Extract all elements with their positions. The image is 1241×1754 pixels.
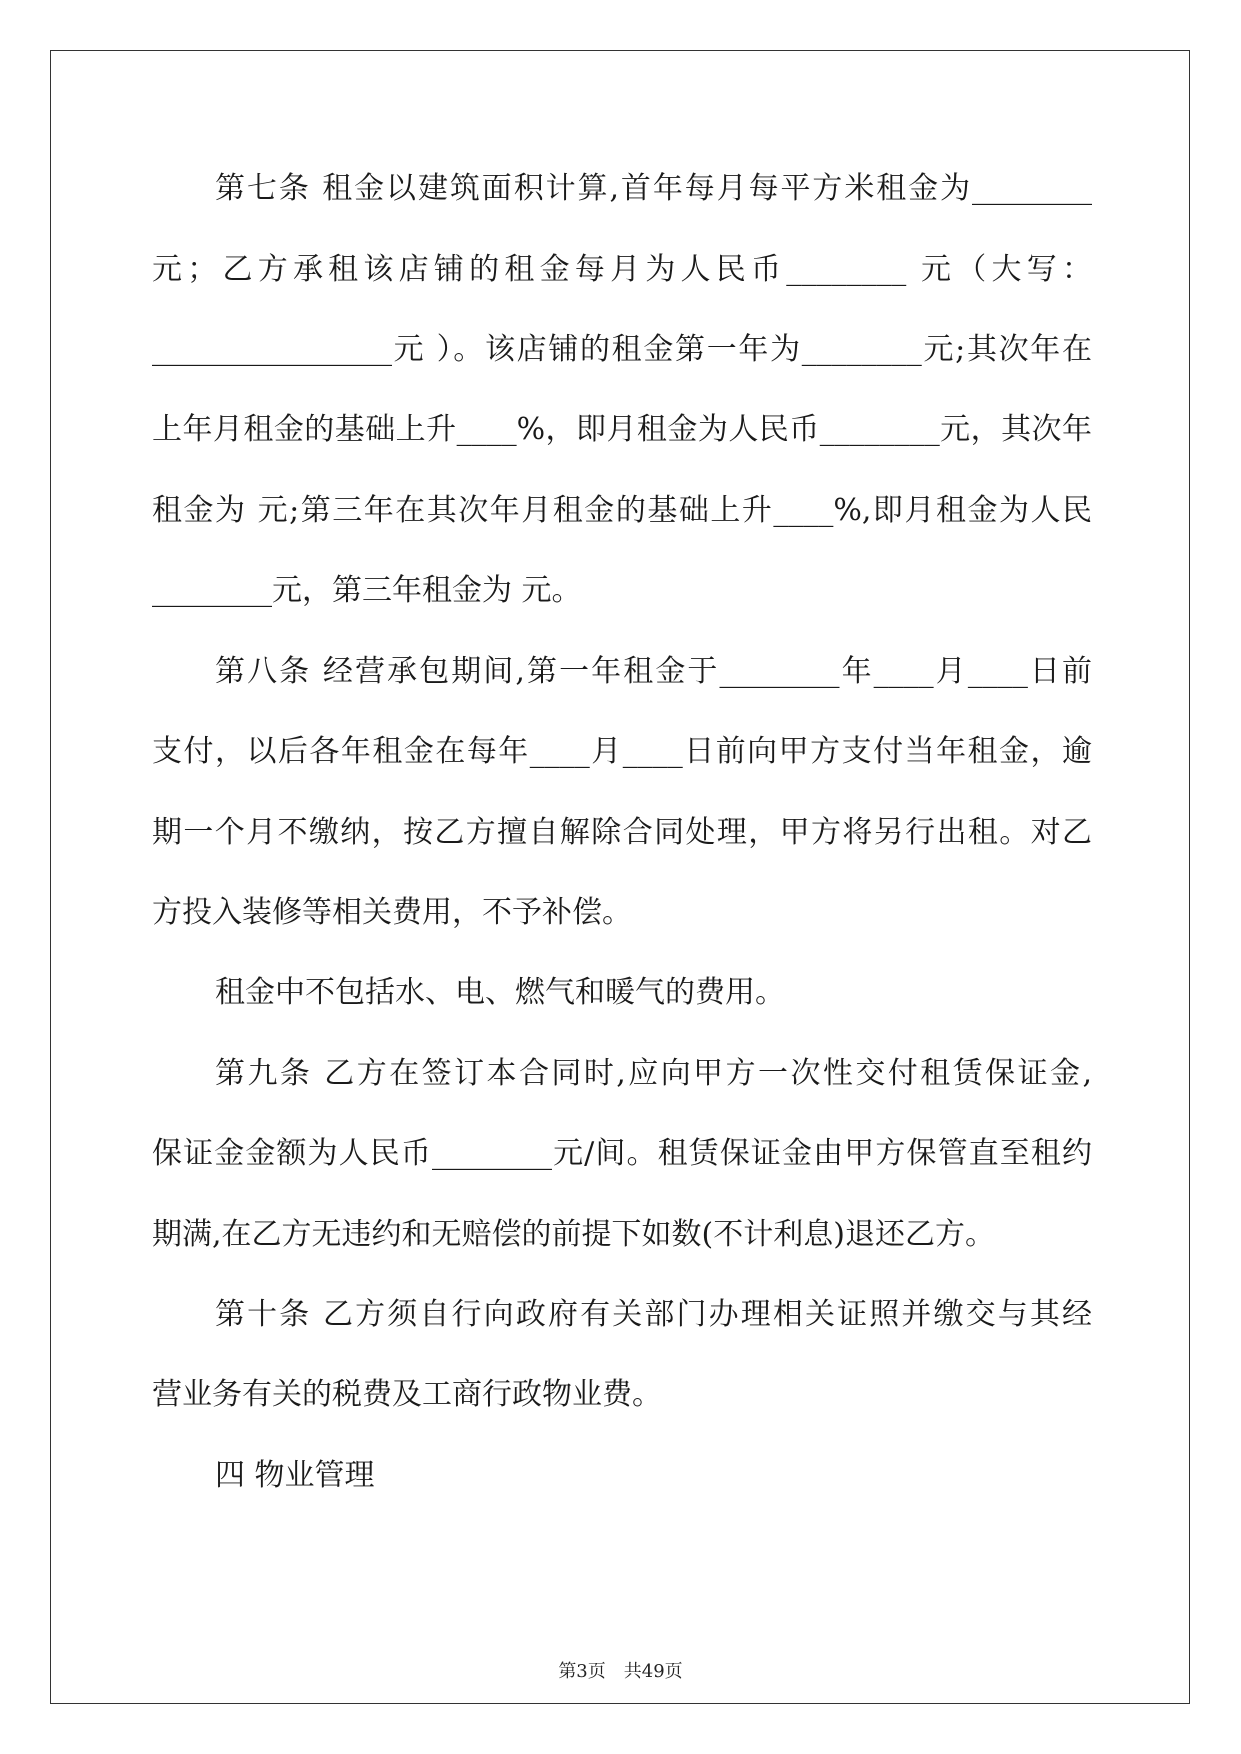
article-8-line-2: 支付，以后各年租金在每年____月____日前向甲方支付当年租金，逾 <box>152 734 1092 769</box>
article-10-line-1: 第十条 乙方须自行向政府有关部门办理相关证照并缴交与其经 <box>215 1297 1092 1332</box>
article-7-line-2: 元；乙方承租该店铺的租金每月为人民币________ 元（大写： <box>152 252 1092 287</box>
article-7-line-4: 上年月租金的基础上升____%，即月租金为人民币________元，其次年 <box>152 412 1092 447</box>
article-8-line-3: 期一个月不缴纳，按乙方擅自解除合同处理，甲方将另行出租。对乙 <box>152 815 1092 850</box>
article-9-line-1: 第九条 乙方在签订本合同时,应向甲方一次性交付租赁保证金, <box>215 1056 1092 1091</box>
article-10-line-2: 营业务有关的税费及工商行政物业费。 <box>152 1377 662 1412</box>
article-9-line-2: 保证金金额为人民币________元/间。租赁保证金由甲方保管直至租约 <box>152 1136 1092 1171</box>
page-number-footer: 第3页 共49页 <box>558 1661 683 1682</box>
article-9-line-3: 期满,在乙方无违约和无赔偿的前提下如数(不计利息)退还乙方。 <box>152 1217 995 1252</box>
rent-exclusion-paragraph: 租金中不包括水、电、燃气和暖气的费用。 <box>215 975 785 1010</box>
article-8-line-4: 方投入装修等相关费用，不予补偿。 <box>152 895 632 930</box>
section-heading-property-management: 四 物业管理 <box>215 1458 375 1493</box>
article-7-line-3: ________________元 ）。该店铺的租金第一年为________元;其次年在 <box>152 332 1092 367</box>
article-7-line-1: 第七条 租金以建筑面积计算,首年每月每平方米租金为________ <box>215 171 1092 206</box>
article-8-line-1: 第八条 经营承包期间,第一年租金于________年____月____日前 <box>215 654 1092 689</box>
article-7-line-5: 租金为 元;第三年在其次年月租金的基础上升____%,即月租金为人民 <box>152 493 1092 528</box>
article-7-line-6: ________元，第三年租金为 元。 <box>152 573 582 608</box>
